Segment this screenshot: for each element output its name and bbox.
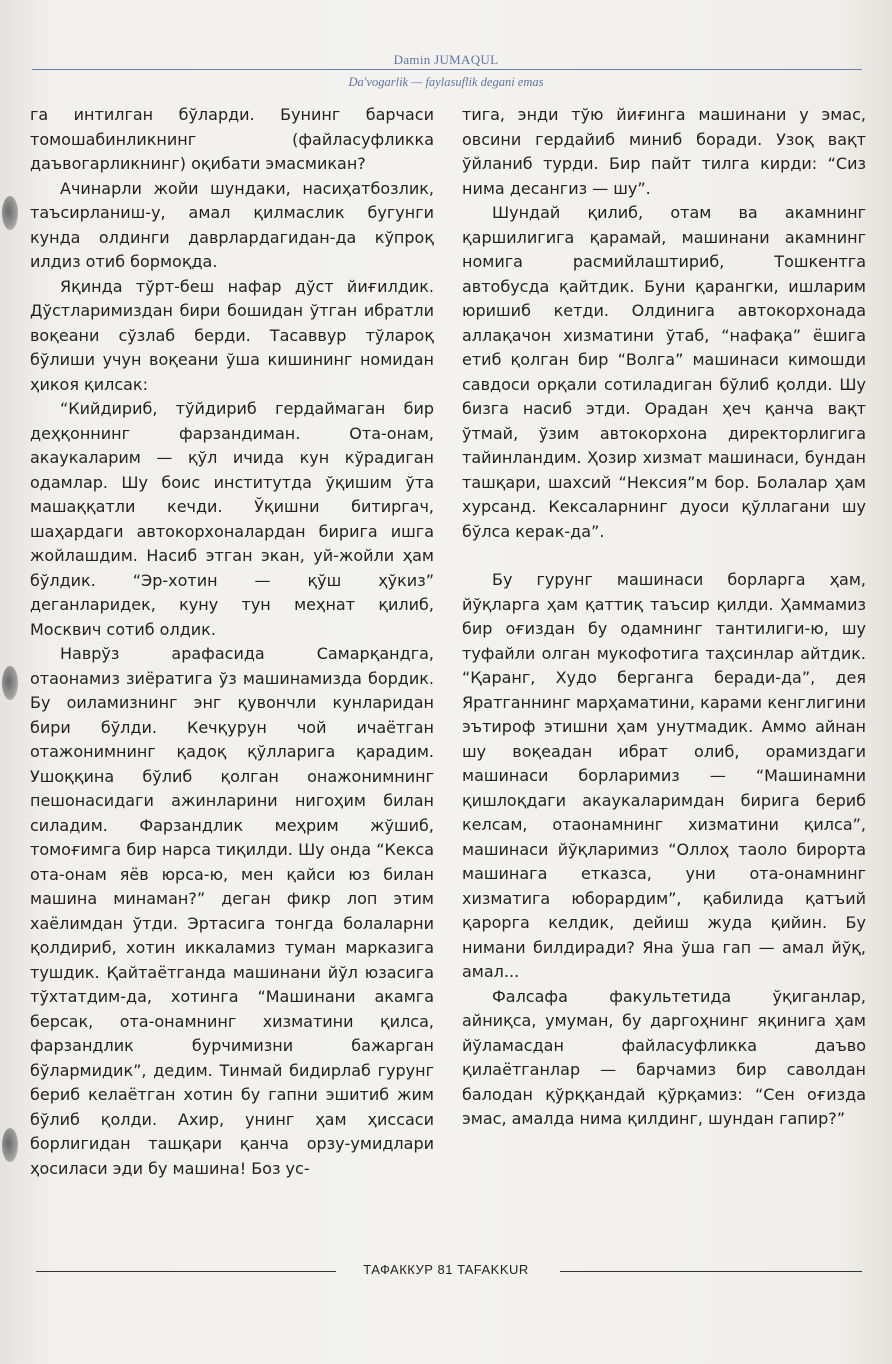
header-rule (32, 69, 862, 70)
footer-folio (0, 1262, 892, 1277)
punch-hole (2, 1128, 18, 1162)
right-column (462, 103, 866, 1132)
footer-text: ТАФАККУР 81 TAFAKKUR (363, 1262, 529, 1277)
punch-hole (2, 666, 18, 700)
punch-hole (2, 196, 18, 230)
paragraph: Бу гурунг машинаси борларга ҳам, йўқларга ҳам қаттиқ таъсир қилди. Ҳаммамиз бир оғиздан бу одамнинг тантилиги-ю, шу туфайли олган мукофотига таҳсинлар айтдик. “Қаранг, Худо берганга беради-да”, дея Яратганнинг марҳаматини, карами кенглигини эътироф этишни ҳам унутмадик. Аммо айнан шу воқеадан ибрат олиб, орамиздаги машинаси борларимиз — “Машинамни қишлоқдаги акаукаларимдан бирига бериб келсам, отаонамнинг хизматини қилса”, машинаси йўқларимиз “Оллоҳ таоло бирорта машинага етказса, уни ота-онамнинг хизматига юборардим”, қабилида қатъий қарорга келдик, дейиш жуда қийин. Бу нимани билдиради? Яна ўша гап — амал йўқ, амал... (462, 570, 866, 981)
section-gap (462, 544, 866, 568)
paragraph: Ачинарли жойи шундаки, насиҳатбозлик, таъсирланиш-у, амал қилмаслик бугунги кунда олдинги даврлардагидан-да кўпроқ илдиз отиб бормоқда. (30, 178, 434, 271)
left-column (30, 103, 434, 1181)
paragraph: тига, энди тўю йиғинга машинани у эмас, овсини гердайиб миниб боради. Узоқ вақт ўйланиб турди. Бир пайт тилга кирди: “Сиз нима десангиз — шу”. (462, 105, 866, 198)
paragraph: Наврўз арафасида Самарқандга, отаонамиз зиёратига ўз машинамизда бордик. Бу оиламизнинг энг қувончли кунларидан бири бўлди. Кечқурун чой ичаётган отажонимнинг қадоқ қўлларига қарадим. Ушоққина бўлиб қолган онажонимнинг пешонасидаги ажинларини нигоҳим билан силадим. Фарзандлик меҳрим жўшиб, томоғимга бир нарса тиқилди. Шу онда “Кекса ота-онам яёв юрса-ю, мен қайси юз билан машина минаман?” деган фикр лоп этим хаёлимдан ўтди. Эртасига тонгда болаларни қолдириб, хотин иккаламиз туман марказига тушдик. Қайтаётганда машинани йўл юзасига тўхтатдим-да, хотинга “Машинани акамга берсак, ота-онамнинг хизматини қилса, фарзандлик бурчимизни бажарган бўлармидик”, дедим. Тинмай бидирлаб гурунг бериб келаётган хотин бу гапни эшитиб жим бўлиб қолди. Ахир, унинг ҳам ҳиссаси борлигидан ташқари қанча орзу-умидлари ҳосиласи эди бу машина! Боз ус- (30, 644, 434, 1178)
paragraph: га интилган бўларди. Бунинг барчаси томошабинликнинг (файласуфликка даъвогарликнинг) оқибати эмасмикан? (30, 105, 434, 173)
paragraph: Фалсафа факультетида ўқиганлар, айниқса, умуман, бу даргоҳнинг яқинига ҳам йўламасдан файласуфликка даъво қилаётганлар — барчамиз бир саволдан балодан қўрққандай қўрқамиз: “Сен оғизда эмас, амалда нима қилдинг, шундан гапир?” (462, 986, 866, 1128)
paragraph: Шундай қилиб, отам ва акамнинг қаршилигига қарамай, машинани акамнинг номига расмийлаштириб, Тошкентга автобусда қайтдик. Буни қарангки, ишларим юришиб кетди. Олдинига автокорхонада аллақачон хизматини ўтаб, “нафақа” ёшига етиб қолган бир “Волга” машинаси кимошди савдоси орқали сотиладиган бўлиб қолди. Шу бизга насиб этди. Орадан ҳеч қанча вақт ўтмай, ўзим автокорхона директорлигига тайинландим. Ҳозир хизмат машинаси, бундан ташқари, шахсий “Нексия”м бор. Болалар ҳам хурсанд. Кексаларнинг дуоси қўллагани шу бўлса керак-да”. (462, 203, 866, 541)
paragraph: “Кийдириб, тўйдириб гердаймаган бир деҳқоннинг фарзандиман. Ота-онам, акаукаларим — қўл ичида кун кўрадиган одамлар. Шу боис институтда ўқишим ўта машаққатли кечди. Ўқишни битиргач, шаҳардаги автокорхоналардан бирига ишга жойлашдим. Насиб этган экан, уй-жойли ҳам бўлдик. “Эр-хотин — қўш ҳўкиз” деганларидек, куну тун меҳнат қилиб, Москвич сотиб олдик. (30, 399, 434, 639)
paragraph: Яқинда тўрт-беш нафар дўст йиғилдик. Дўстларимиздан бири бошидан ўтган ибратли воқеани сўзлаб берди. Тасаввур тўлароқ бўлиши учун воқеани ўша кишининг номидан ҳикоя қилсак: (30, 276, 434, 394)
header-article-title: Da'vogarlik — faylasuflik degani emas (348, 75, 544, 89)
header-author: Damin JUMAQUL (393, 52, 499, 67)
